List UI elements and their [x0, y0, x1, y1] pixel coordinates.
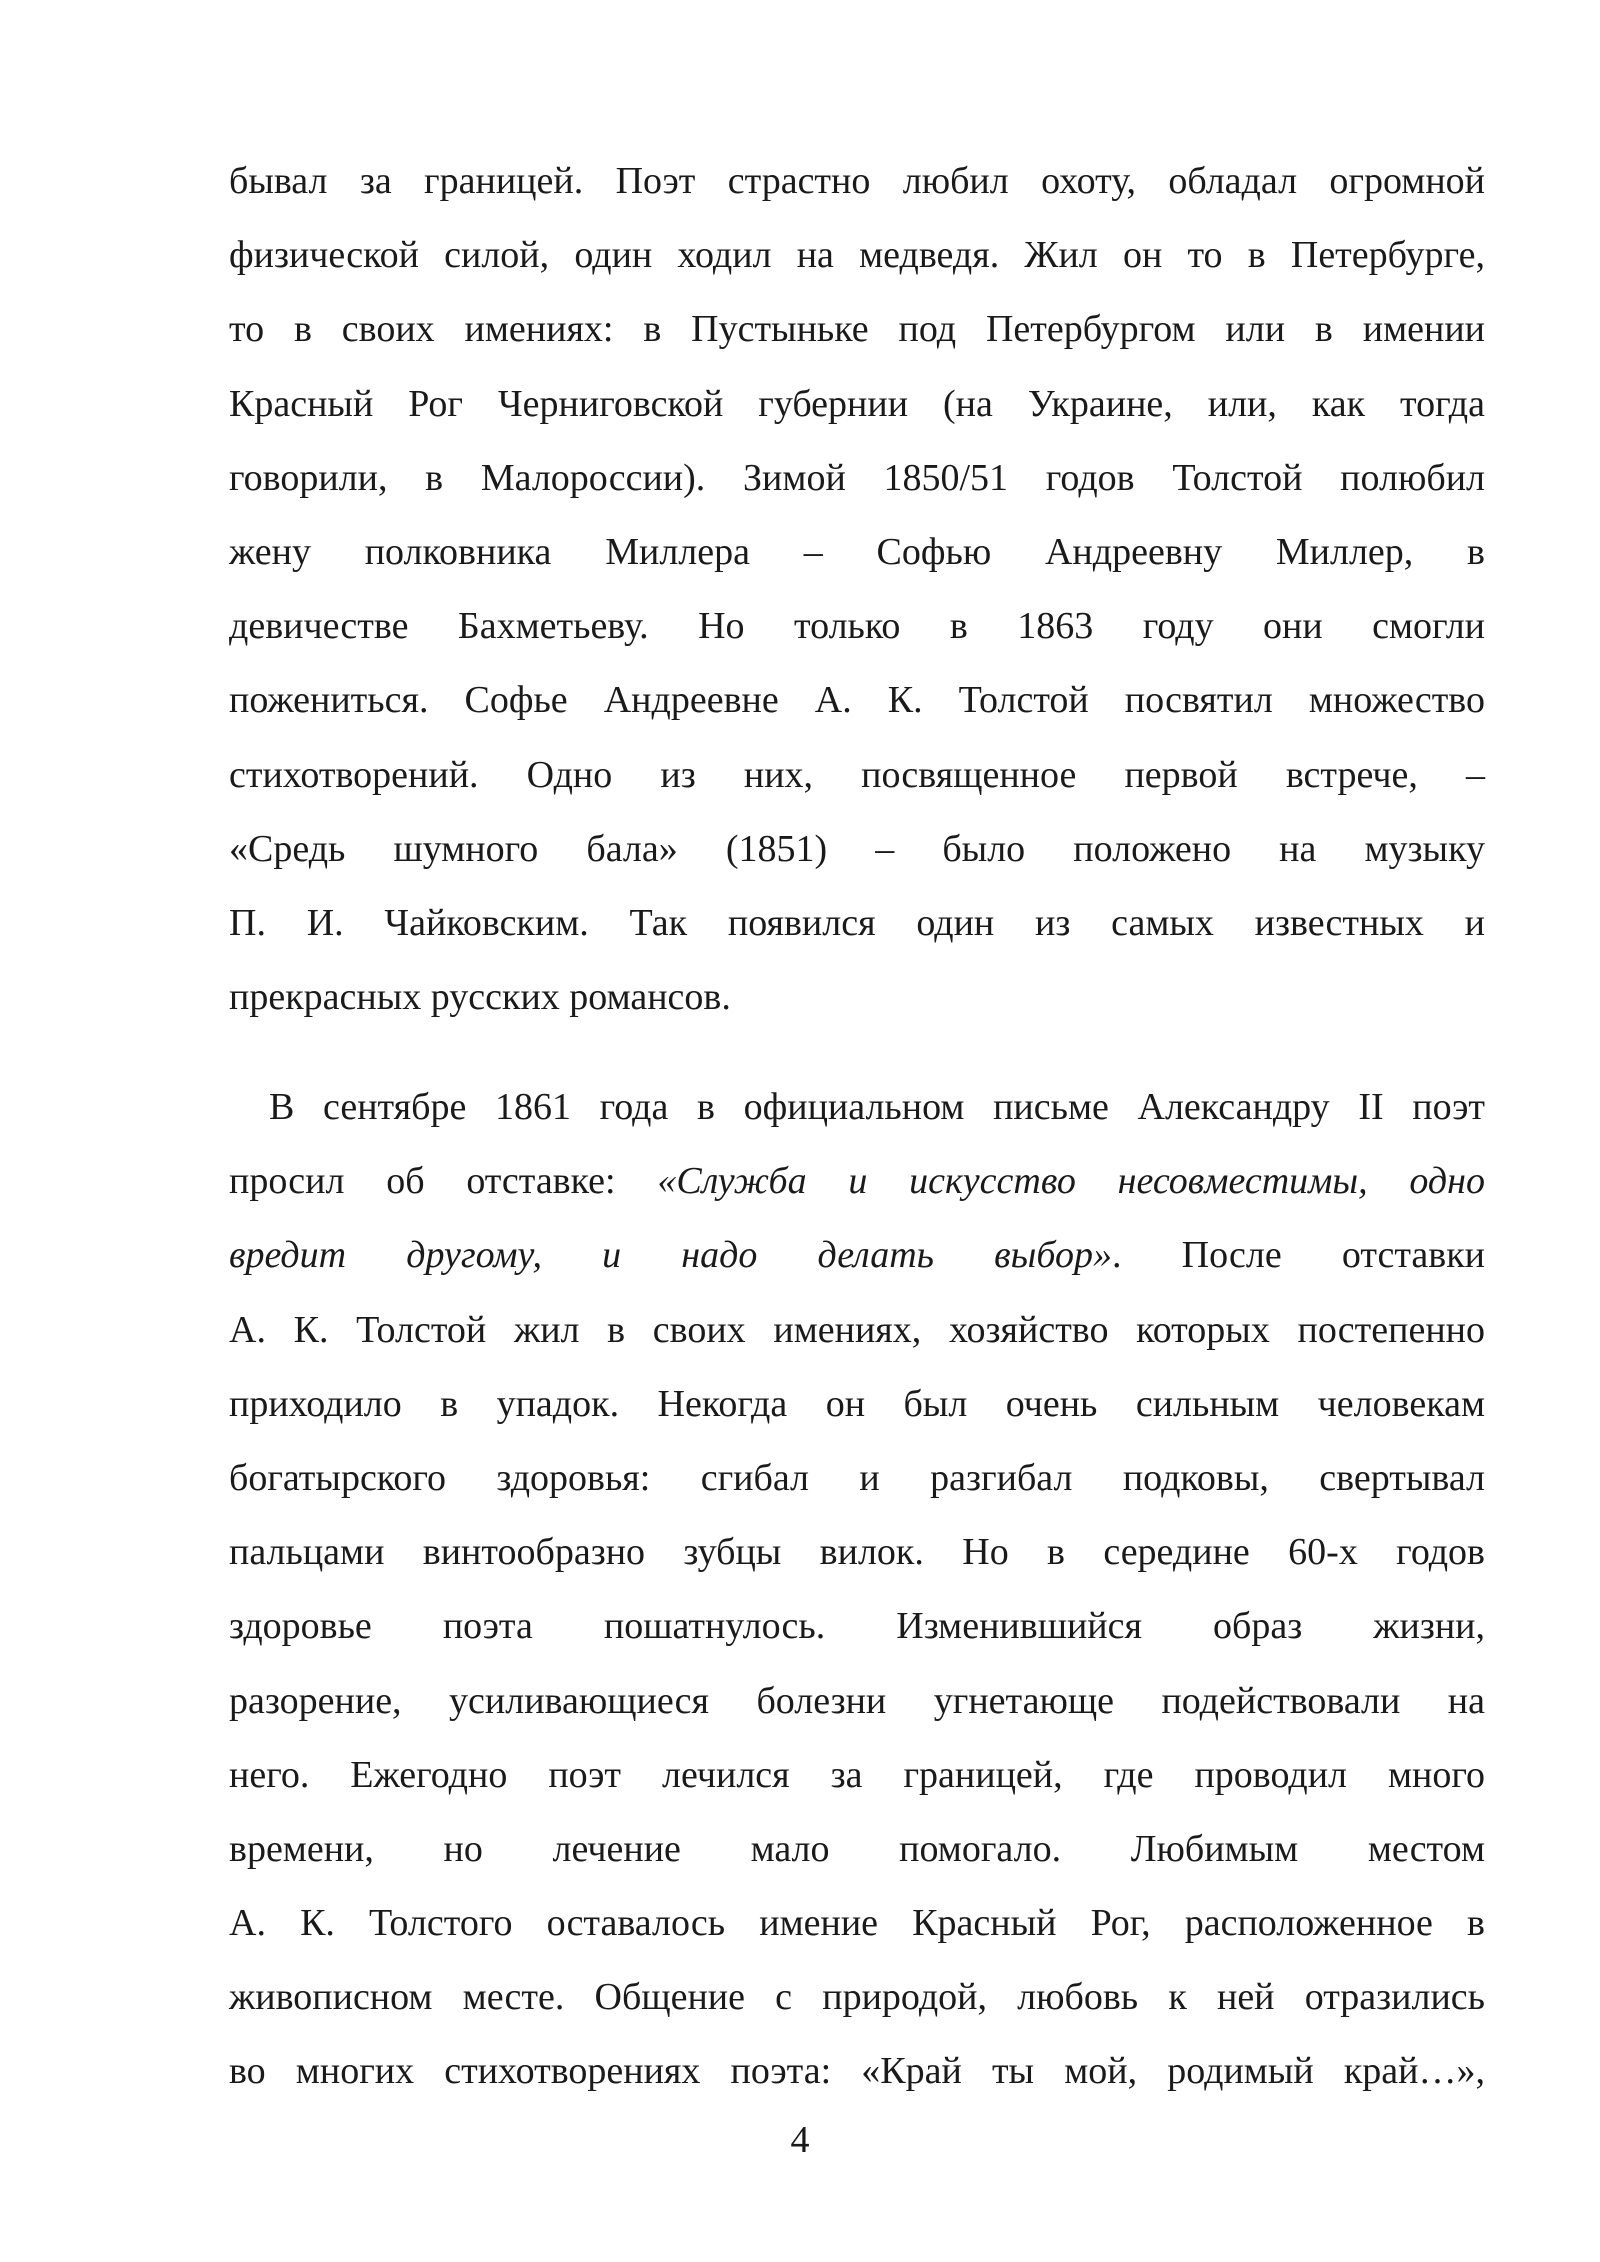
italic-quote: «Служба и искусство несовместимы, одно — [657, 1160, 1485, 1203]
paragraph-line: то в своих имениях: в Пустыньке под Петербургом или в имении — [229, 308, 1485, 351]
paragraph-line: здоровье поэта пошатнулось. Изменившийся образ жизни, — [229, 1605, 1485, 1648]
paragraph-2 — [229, 1070, 1485, 2109]
paragraph-line: бывал за границей. Поэт страстно любил охоту, обладал огромной — [229, 160, 1485, 202]
paragraph-line: пальцами винтообразно зубцы вилок. Но в середине 60-х годов — [229, 1531, 1485, 1574]
paragraph-line: приходило в упадок. Некогда он был очень сильным человекам — [229, 1382, 1485, 1425]
paragraph-line: П. И. Чайковским. Так появился один из самых известных и — [229, 901, 1485, 944]
paragraph-line: разорение, усиливающиеся болезни угнетающе подействовали на — [229, 1679, 1485, 1722]
paragraph-line: «Средь шумного бала» (1851) – было положено на музыку — [229, 827, 1485, 870]
page-number: 4 — [790, 2119, 810, 2161]
paragraph-line-mixed — [229, 1144, 1485, 1218]
paragraph-line-mixed — [229, 1218, 1485, 1292]
paragraph-line: во многих стихотворениях поэта: «Край ты мой, родимый край…», — [229, 2050, 1485, 2093]
text-run: . После отставки — [1111, 1234, 1486, 1277]
paragraph-line: жену полковника Миллера – Софью Андреевну Миллер, в — [229, 530, 1485, 573]
paragraph-line: Красный Рог Черниговской губернии (на Украине, или, как тогда — [229, 382, 1485, 425]
paragraph-line: прекрасных русских романсов. — [229, 976, 731, 1019]
italic-quote: вредит другому, и надо делать выбор» — [229, 1234, 1112, 1277]
paragraph-line: богатырского здоровья: сгибал и разгибал подковы, свертывал — [229, 1456, 1485, 1499]
paragraph-line: девичестве Бахметьеву. Но только в 1863 году они смогли — [229, 605, 1485, 648]
paragraph-line: физической силой, один ходил на медведя. Жил он то в Петербурге, — [229, 234, 1485, 277]
paragraph-line: А. К. Толстой жил в своих имениях, хозяйство которых постепенно — [229, 1308, 1485, 1351]
paragraph-line: говорили, в Малороссии). Зимой 1850/51 годов Толстой полюбил — [229, 456, 1485, 499]
paragraph-line: него. Ежегодно поэт лечился за границей, где проводил много — [229, 1753, 1485, 1796]
paragraph-line: В сентябре 1861 года в официальном письме Александру II поэт — [269, 1086, 1485, 1128]
paragraph-line: А. К. Толстого оставалось имение Красный Рог, расположенное в — [229, 1902, 1485, 1945]
paragraph-1 — [229, 144, 1485, 1034]
paragraph-line: времени, но лечение мало помогало. Любимым местом — [229, 1827, 1485, 1870]
paragraph-line: пожениться. Софье Андреевне А. К. Толстой посвятил множество — [229, 679, 1485, 722]
paragraph-line: стихотворений. Одно из них, посвященное первой встрече, – — [229, 753, 1485, 796]
text-run: просил об отставке: — [229, 1160, 658, 1203]
paragraph-line: живописном месте. Общение с природой, любовь к ней отразились — [229, 1976, 1485, 2019]
